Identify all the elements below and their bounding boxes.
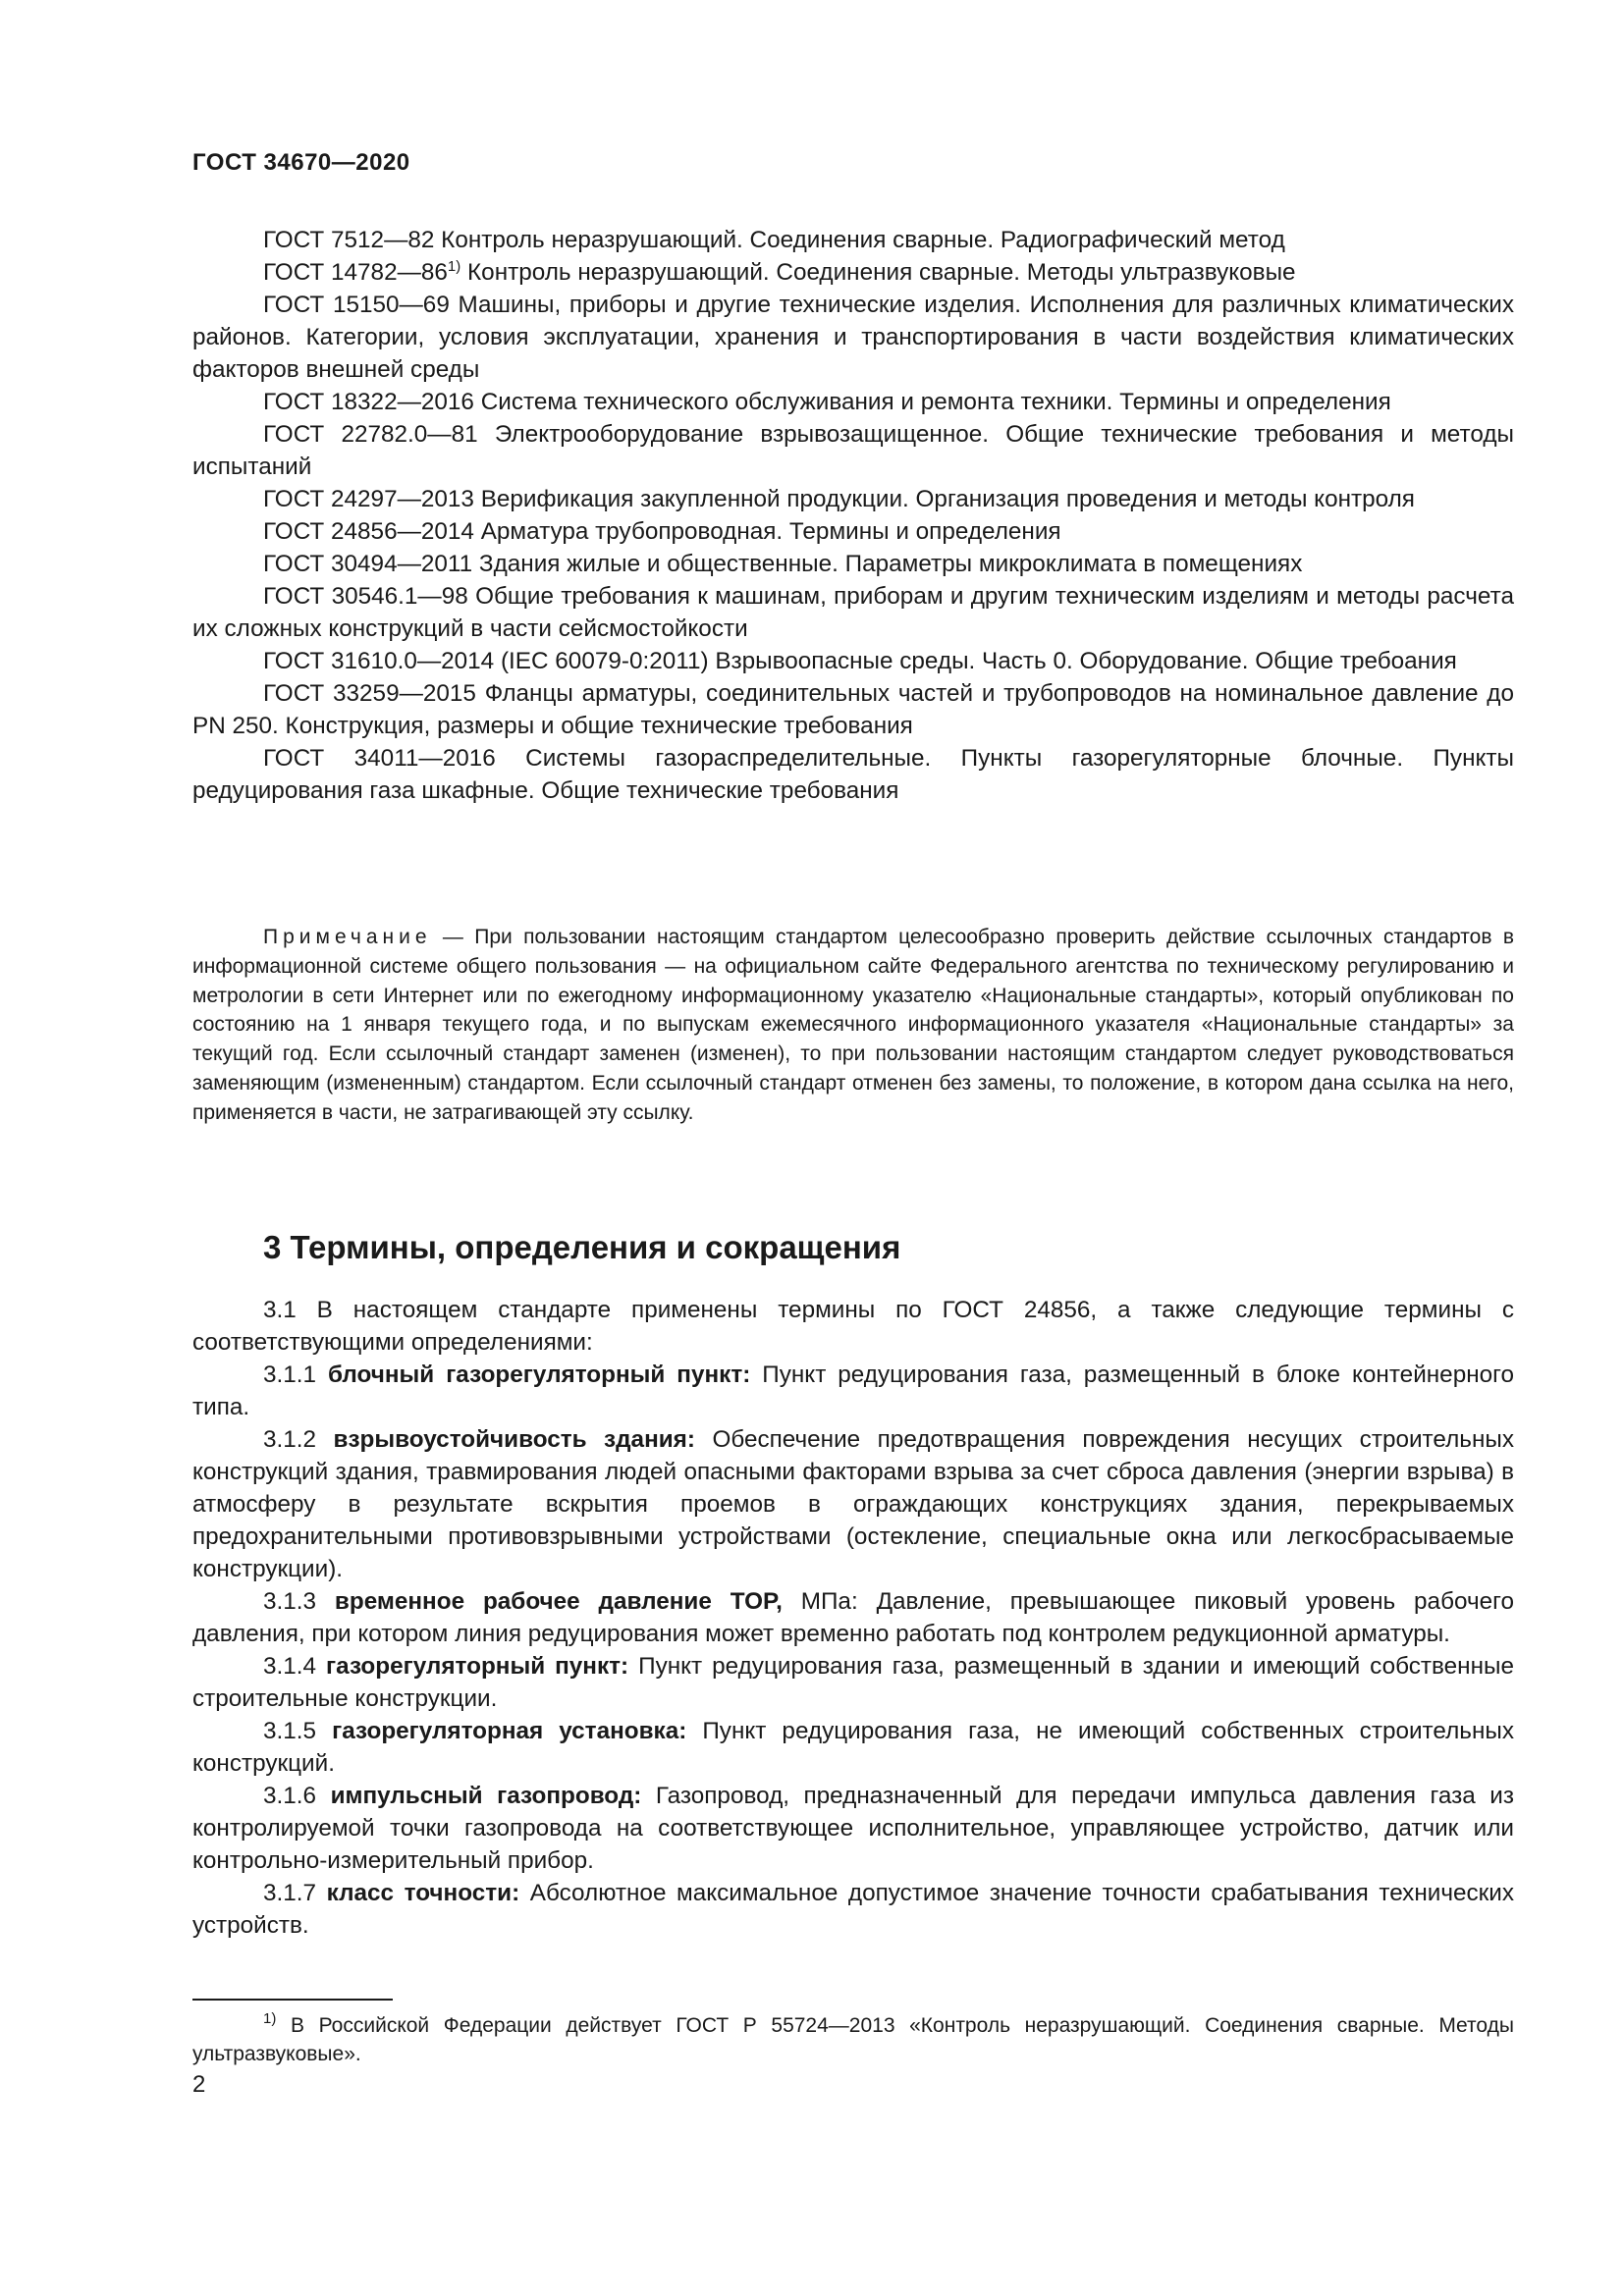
clause-number: 3.1.5 (263, 1718, 317, 1744)
reference-code: ГОСТ 30494—2011 (263, 551, 473, 577)
terms-intro (192, 1294, 1514, 1359)
reference-title: Фланцы арматуры, соединительных частей и трубопроводов на номинальное давление до PN 250. Конструкция, размеры и общие технические требования (192, 680, 1514, 739)
reference-title: Контроль неразрушающий. Соединения сварные. Методы ультразвуковые (467, 259, 1296, 286)
reference-item (192, 515, 1514, 548)
reference-title: Здания жилые и общественные. Параметры микроклимата в помещениях (478, 551, 1303, 577)
note-text: — При пользовании настоящим стандартом целесообразно проверить действие ссылочных стандартов в информационной системе общего пользования — на официальном сайте Федерального агентства по техническому регулированию и метрологии в сети Интернет или по ежегодному информационному указателю «Национальные стандарты», который опубликован по состоянию на 1 января текущего года, и по выпускам ежемесячного информационного указателя «Национальные стандарты» за текущий год. Если ссылочный стандарт заменен (изменен), то при пользовании настоящим стандартом следует руководствоваться заменяющим (измененным) стандартом. Если ссылочный стандарт отменен без замены, то положение, в котором дана ссылка на него, применяется в части, не затрагивающей эту ссылку. (192, 926, 1514, 1124)
reference-code: ГОСТ 15150—69 (263, 292, 450, 318)
clause-text: В настоящем стандарте применены термины по ГОСТ 24856, а также следующие термины с соответствующими определениями: (192, 1297, 1514, 1356)
reference-item (192, 548, 1514, 580)
term-definition: Пункт редуцирования газа, размещенный в здании и имеющий собственные строительные конструкции. (192, 1653, 1514, 1712)
term-name: импульсный газопровод: (330, 1783, 642, 1809)
reference-code: ГОСТ 24297—2013 (263, 486, 474, 512)
note-paragraph (192, 923, 1514, 1128)
reference-title: Арматура трубопроводная. Термины и определения (480, 518, 1061, 545)
document-header-code: ГОСТ 34670—2020 (192, 149, 410, 176)
reference-title: Машины, приборы и другие технические изделия. Исполнения для различных климатических районов. Категории, условия эксплуатации, хранения и транспортирования в части воздействия климатических факторов внешней среды (192, 292, 1514, 383)
reference-code: ГОСТ 14782—86 (263, 259, 448, 286)
footnote-text: В Российской Федерации действует ГОСТ Р 55724—2013 «Контроль неразрушающий. Соединения сварные. Методы ультразвуковые». (192, 2014, 1514, 2065)
reference-title: Система технического обслуживания и ремонта техники. Термины и определения (480, 389, 1391, 415)
reference-title: Верификация закупленной продукции. Организация проведения и методы контроля (480, 486, 1415, 512)
term-entry (192, 1877, 1514, 1942)
term-name: газорегуляторный пункт: (326, 1653, 629, 1680)
reference-title: Системы газораспределительные. Пункты газорегуляторные блочные. Пункты редуцирования газа шкафные. Общие технические требования (192, 745, 1514, 804)
reference-title: Контроль неразрушающий. Соединения сварные. Радиографический метод (441, 227, 1285, 253)
term-definition: Пункт редуцирования газа, размещенный в блоке контейнерного типа. (192, 1362, 1514, 1420)
reference-title: Общие требования к машинам, приборам и другим техническим изделиям и методы расчета их сложных конструкций в части сейсмостойкости (192, 583, 1514, 642)
term-name: класс точности: (326, 1880, 520, 1906)
term-name: газорегуляторная установка: (332, 1718, 687, 1744)
reference-item (192, 677, 1514, 742)
reference-code: ГОСТ 33259—2015 (263, 680, 476, 707)
clause-number: 3.1 (263, 1297, 297, 1323)
term-entry (192, 1423, 1514, 1585)
reference-code: ГОСТ 24856—2014 (263, 518, 474, 545)
section-title: 3 Термины, определения и сокращения (263, 1229, 901, 1265)
reference-item (192, 483, 1514, 515)
clause-number: 3.1.7 (263, 1880, 317, 1906)
clause-number: 3.1.3 (263, 1588, 317, 1615)
term-name: взрывоустойчивость здания: (333, 1426, 695, 1453)
terms-list (192, 1294, 1514, 1942)
term-entry (192, 1780, 1514, 1877)
reference-item (192, 580, 1514, 645)
term-entry (192, 1650, 1514, 1715)
reference-item (192, 386, 1514, 418)
reference-item (192, 645, 1514, 677)
reference-code: ГОСТ 31610.0—2014 (IEC 60079-0:2011) (263, 648, 709, 674)
term-entry (192, 1585, 1514, 1650)
reference-title: Взрывоопасные среды. Часть 0. Оборудование. Общие требоания (715, 648, 1457, 674)
clause-number: 3.1.2 (263, 1426, 317, 1453)
term-entry (192, 1715, 1514, 1780)
term-definition: Абсолютное максимальное допустимое значение точности срабатывания технических устройств. (192, 1880, 1514, 1939)
term-entry (192, 1359, 1514, 1423)
reference-code: ГОСТ 22782.0—81 (263, 421, 478, 448)
clause-number: 3.1.4 (263, 1653, 317, 1680)
term-definition: МПа: Давление, превышающее пиковый уровень рабочего давления, при котором линия редуцирования может временно работать под контролем редукционной арматуры. (192, 1588, 1514, 1647)
footnote-marker: 1) (263, 2010, 277, 2027)
clause-number: 3.1.6 (263, 1783, 317, 1809)
reference-code: ГОСТ 30546.1—98 (263, 583, 468, 610)
reference-item (192, 224, 1514, 256)
reference-item (192, 289, 1514, 386)
reference-title: Электрооборудование взрывозащищенное. Общие технические требования и методы испытаний (192, 421, 1514, 480)
normative-references-list (192, 224, 1514, 807)
reference-code: ГОСТ 18322—2016 (263, 389, 474, 415)
term-definition: Пункт редуцирования газа, не имеющий собственных строительных конструкций. (192, 1718, 1514, 1777)
reference-item (192, 256, 1514, 289)
reference-item (192, 418, 1514, 483)
clause-number: 3.1.1 (263, 1362, 317, 1388)
footnote-marker[interactable]: 1) (447, 258, 461, 275)
reference-code: ГОСТ 7512—82 (263, 227, 435, 253)
reference-item (192, 742, 1514, 807)
term-definition: Газопровод, предназначенный для передачи импульса давления газа из контролируемой точки газопровода на соответствующее исполнительное, управляющее устройство, датчик или контрольно-измерительный прибор. (192, 1783, 1514, 1874)
term-name: блочный газорегуляторный пункт: (328, 1362, 751, 1388)
footnote-divider (192, 1999, 393, 2001)
term-definition: Обеспечение предотвращения повреждения несущих строительных конструкций здания, травмирования людей опасными факторами взрыва за счет сброса давления (энергии взрыва) в атмосферу в результате вскрытия проемов в ограждающих конструкциях здания, перекрываемых предохранительными противовзрывными устройствами (остекление, специальные окна или легкосбрасываемые конструкции). (192, 1426, 1514, 1582)
page-number: 2 (192, 2071, 206, 2098)
reference-code: ГОСТ 34011—2016 (263, 745, 496, 772)
term-name: временное рабочее давление TOP, (334, 1588, 783, 1615)
note-label: Примечание (263, 926, 432, 948)
footnote (192, 2012, 1514, 2068)
